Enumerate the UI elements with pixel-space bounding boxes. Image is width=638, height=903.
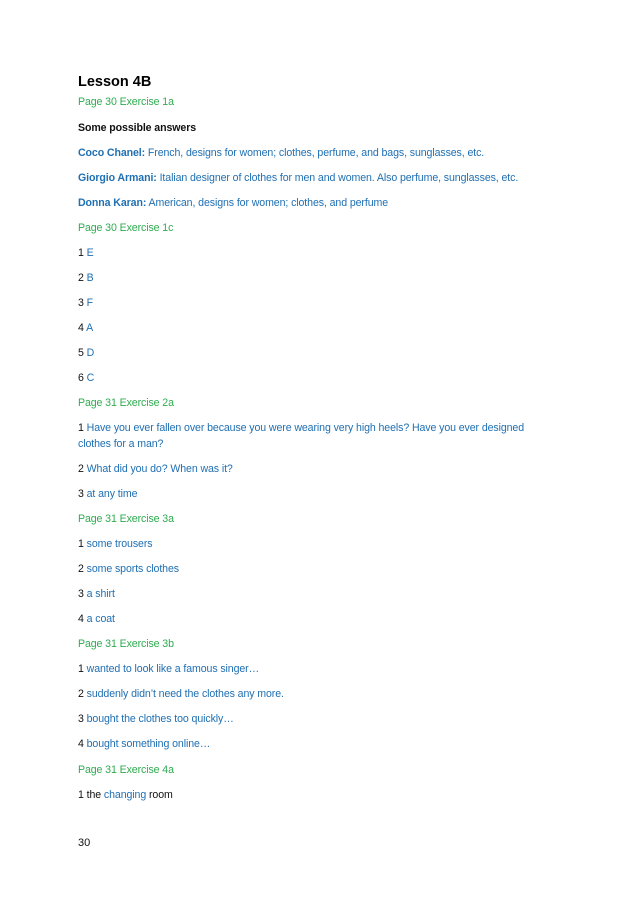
answer-item xyxy=(78,686,284,702)
intro-text: Some possible answers xyxy=(78,122,197,134)
answer-text: some sports clothes xyxy=(86,563,179,575)
designer-answer xyxy=(78,145,484,161)
designer-description: Italian designer of clothes for men and women. Also perfume, sunglasses, etc. xyxy=(159,172,519,184)
answer-item xyxy=(78,736,210,752)
answer-text: changing xyxy=(103,789,147,801)
answer-item xyxy=(78,461,233,477)
section-heading: Page 31 Exercise 2a xyxy=(78,397,174,409)
answer-number: 1 xyxy=(78,422,84,434)
designer-name: Giorgio Armani: xyxy=(78,172,157,184)
answer-text: Have you ever fallen over because you were wearing very high heels? Have you ever designed clothes for a man? xyxy=(78,422,525,450)
answer-number: 6 xyxy=(78,372,84,384)
answer-text: at any time xyxy=(86,488,138,500)
answer-text: bought the clothes too quickly… xyxy=(86,713,234,725)
section-heading: Page 30 Exercise 1c xyxy=(78,222,174,234)
answer-item xyxy=(78,245,94,261)
answer-text: What did you do? When was it? xyxy=(86,463,233,475)
answer-item xyxy=(78,320,93,336)
answer-text: D xyxy=(86,347,95,359)
answer-item xyxy=(78,295,93,311)
answer-number: 3 xyxy=(78,588,84,600)
answer-text: bought something online… xyxy=(86,738,211,750)
page-number: 30 xyxy=(78,837,91,849)
page-title: Lesson 4B xyxy=(78,74,152,90)
answer-number: 1 xyxy=(78,247,84,259)
answer-item xyxy=(78,787,173,803)
answer-text: some trousers xyxy=(86,538,153,550)
section-heading: Page 31 Exercise 4a xyxy=(78,764,174,776)
answer-item xyxy=(78,536,152,552)
answer-text: F xyxy=(86,297,94,309)
answer-suffix: room xyxy=(148,789,173,801)
answer-number: 4 xyxy=(78,322,84,334)
designer-answer xyxy=(78,195,388,211)
answer-number: 2 xyxy=(78,563,84,575)
answer-item xyxy=(78,586,115,602)
answer-number: 3 xyxy=(78,488,84,500)
answer-number: 4 xyxy=(78,738,84,750)
answer-number: 2 xyxy=(78,463,84,475)
answer-text: a shirt xyxy=(86,588,115,600)
answer-number: 1 xyxy=(78,663,84,675)
section-heading: Page 31 Exercise 3a xyxy=(78,513,174,525)
answer-text: suddenly didn’t need the clothes any more. xyxy=(86,688,284,700)
designer-name: Donna Karan: xyxy=(78,197,147,209)
answer-number: 1 xyxy=(78,538,84,550)
answer-item xyxy=(78,561,179,577)
answer-number: 3 xyxy=(78,297,84,309)
answer-item xyxy=(78,661,259,677)
answer-item xyxy=(78,420,553,452)
answer-number: 4 xyxy=(78,613,84,625)
answer-text: wanted to look like a famous singer… xyxy=(86,663,260,675)
section-heading: Page 31 Exercise 3b xyxy=(78,638,174,650)
answer-prefix: the xyxy=(86,789,102,801)
answer-number: 2 xyxy=(78,688,84,700)
answer-number: 1 xyxy=(78,789,84,801)
answer-text: a coat xyxy=(86,613,115,625)
answer-number: 3 xyxy=(78,713,84,725)
answer-item xyxy=(78,270,94,286)
answer-text: A xyxy=(86,322,94,334)
designer-description: American, designs for women; clothes, and perfume xyxy=(148,197,388,209)
section-heading: Page 30 Exercise 1a xyxy=(78,96,174,108)
answer-item xyxy=(78,486,137,502)
answer-number: 2 xyxy=(78,272,84,284)
designer-description: French, designs for women; clothes, perfume, and bags, sunglasses, etc. xyxy=(147,147,485,159)
designer-answer xyxy=(78,170,518,186)
answer-item xyxy=(78,711,234,727)
designer-name: Coco Chanel: xyxy=(78,147,146,159)
answer-item xyxy=(78,611,115,627)
answer-item xyxy=(78,345,94,361)
answer-text: C xyxy=(86,372,95,384)
answer-item xyxy=(78,370,94,386)
answer-number: 5 xyxy=(78,347,84,359)
answer-text: B xyxy=(86,272,94,284)
answer-text: E xyxy=(86,247,94,259)
